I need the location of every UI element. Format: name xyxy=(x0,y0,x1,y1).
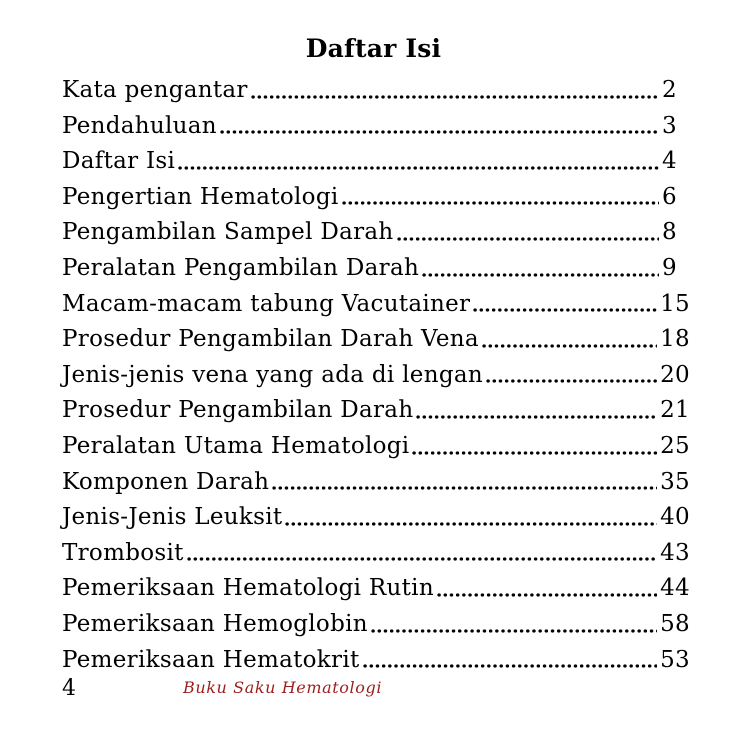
toc-entry-page: 8 xyxy=(662,219,677,246)
toc-dot-leader xyxy=(472,307,657,313)
toc-dot-leader xyxy=(341,200,660,206)
table-of-contents xyxy=(62,73,690,678)
toc-entry-page: 58 xyxy=(660,610,690,637)
toc-entry-page: 6 xyxy=(662,183,677,210)
toc-entry xyxy=(62,536,690,572)
toc-entry xyxy=(62,215,690,251)
toc-entry-title: Jenis-jenis vena yang ada di lengan xyxy=(62,361,483,388)
toc-entry-title: Pemeriksaan Hemoglobin xyxy=(62,610,368,637)
toc-entry xyxy=(62,500,690,536)
toc-entry xyxy=(62,180,690,216)
toc-dot-leader xyxy=(362,663,658,669)
toc-entry-page: 21 xyxy=(660,397,690,424)
toc-entry-page: 35 xyxy=(660,468,690,495)
toc-entry-title: Pengertian Hematologi xyxy=(62,183,339,210)
toc-entry-title: Pendahuluan xyxy=(62,112,217,139)
toc-entry-page: 18 xyxy=(660,326,690,353)
toc-entry-page: 4 xyxy=(662,148,677,175)
toc-dot-leader xyxy=(411,450,657,456)
toc-entry xyxy=(62,393,690,429)
toc-entry-page: 9 xyxy=(662,254,677,281)
toc-entry-title: Jenis-Jenis Leuksit xyxy=(62,504,283,531)
toc-entry xyxy=(62,251,690,287)
toc-entry-title: Komponen Darah xyxy=(62,468,270,495)
toc-entry xyxy=(62,358,690,394)
toc-entry xyxy=(62,465,690,501)
toc-entry xyxy=(62,109,690,145)
toc-entry-title: Kata pengantar xyxy=(62,77,248,103)
toc-entry-title: Prosedur Pengambilan Darah xyxy=(62,397,414,424)
toc-entry-page: 15 xyxy=(660,290,690,317)
toc-dot-leader xyxy=(271,485,657,491)
toc-dot-leader xyxy=(219,129,659,135)
toc-entry-title: Pengambilan Sampel Darah xyxy=(62,219,394,246)
toc-entry-page: 43 xyxy=(660,539,690,566)
toc-entry-title: Prosedur Pengambilan Darah Vena xyxy=(62,326,479,353)
toc-entry xyxy=(62,643,690,679)
toc-entry-page: 44 xyxy=(660,575,690,602)
toc-dot-leader xyxy=(250,94,659,100)
toc-entry xyxy=(62,607,690,643)
toc-dot-leader xyxy=(481,343,657,349)
toc-entry xyxy=(62,322,690,358)
page-number: 4 xyxy=(62,676,76,701)
toc-entry xyxy=(62,144,690,180)
page-title: Daftar Isi xyxy=(305,34,442,63)
toc-dot-leader xyxy=(396,236,659,242)
footer-book-title: Buku Saku Hematologi xyxy=(183,678,383,697)
toc-entry-page: 20 xyxy=(660,361,690,388)
toc-dot-leader xyxy=(421,272,659,278)
toc-entry-title: Trombosit xyxy=(62,539,184,566)
toc-entry-page: 3 xyxy=(662,112,677,139)
toc-entry xyxy=(62,287,690,323)
toc-dot-leader xyxy=(177,165,659,171)
toc-entry xyxy=(62,571,690,607)
toc-entry-title: Daftar Isi xyxy=(62,148,176,175)
toc-dot-leader xyxy=(485,378,657,384)
toc-dot-leader xyxy=(186,556,657,562)
toc-entry-page: 53 xyxy=(660,646,690,673)
toc-entry-title: Pemeriksaan Hematokrit xyxy=(62,646,360,673)
toc-entry-page: 25 xyxy=(660,432,690,459)
toc-entry-title: Macam-macam tabung Vacutainer xyxy=(62,290,471,317)
toc-dot-leader xyxy=(415,414,657,420)
toc-entry xyxy=(62,429,690,465)
toc-entry-title: Peralatan Pengambilan Darah xyxy=(62,254,420,281)
toc-entry-title: Pemeriksaan Hematologi Rutin xyxy=(62,575,434,602)
toc-dot-leader xyxy=(436,592,657,598)
toc-entry-page: 2 xyxy=(662,77,677,103)
toc-entry-title: Peralatan Utama Hematologi xyxy=(62,432,410,459)
toc-dot-leader xyxy=(370,628,657,634)
toc-entry xyxy=(62,73,690,109)
toc-entry-page: 40 xyxy=(660,504,690,531)
toc-dot-leader xyxy=(284,521,657,527)
